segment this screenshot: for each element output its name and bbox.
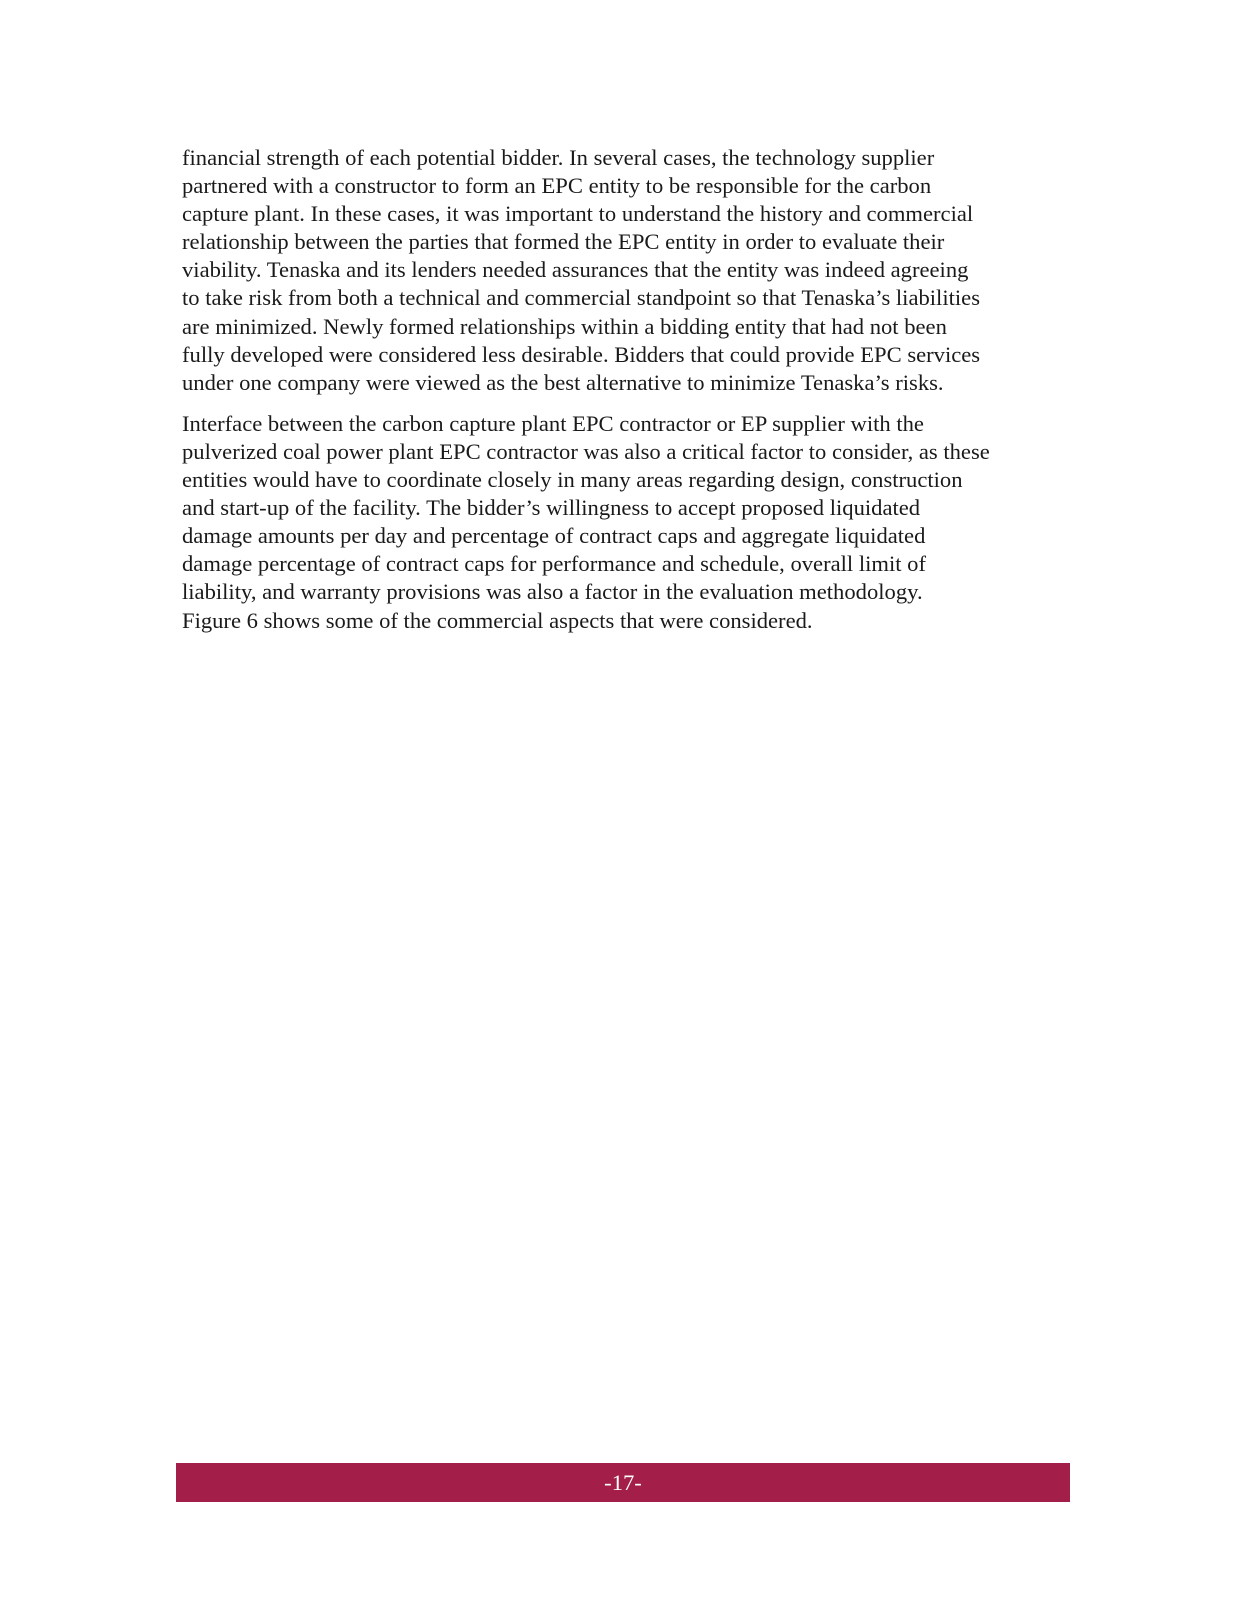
paragraph — [182, 144, 1062, 397]
text-line: damage amounts per day and percentage of contract caps and aggregate liquidated — [182, 523, 926, 549]
page-number: -17- — [604, 1469, 642, 1495]
text-line: entities would have to coordinate closely in many areas regarding design, construction — [182, 467, 963, 493]
text-line: fully developed were considered less desirable. Bidders that could provide EPC services — [182, 341, 981, 367]
text-line: Interface between the carbon capture plant EPC contractor or EP supplier with the — [182, 410, 924, 436]
text-line: relationship between the parties that formed the EPC entity in order to evaluate their — [182, 229, 945, 255]
footer-bar — [176, 1463, 1070, 1502]
paragraph — [182, 410, 1062, 635]
text-line: are minimized. Newly formed relationships within a bidding entity that had not been — [182, 313, 947, 339]
text-line: damage percentage of contract caps for performance and schedule, overall limit of — [182, 551, 926, 577]
body-text — [182, 144, 1062, 648]
text-line: capture plant. In these cases, it was important to understand the history and commercial — [182, 201, 974, 227]
text-line: viability. Tenaska and its lenders needed assurances that the entity was indeed agreeing — [182, 257, 969, 283]
text-line: partnered with a constructor to form an EPC entity to be responsible for the carbon — [182, 173, 932, 199]
text-line: liability, and warranty provisions was also a factor in the evaluation methodology. — [182, 579, 923, 605]
text-line: and start-up of the facility. The bidder’s willingness to accept proposed liquidated — [182, 495, 921, 521]
text-line: financial strength of each potential bidder. In several cases, the technology supplier — [182, 145, 935, 170]
text-line: Figure 6 shows some of the commercial aspects that were considered. — [182, 607, 813, 633]
text-line: pulverized coal power plant EPC contractor was also a critical factor to consider, as these — [182, 438, 990, 464]
text-line: to take risk from both a technical and commercial standpoint so that Tenaska’s liabilities — [182, 285, 980, 311]
text-line: under one company were viewed as the best alternative to minimize Tenaska’s risks. — [182, 369, 944, 395]
